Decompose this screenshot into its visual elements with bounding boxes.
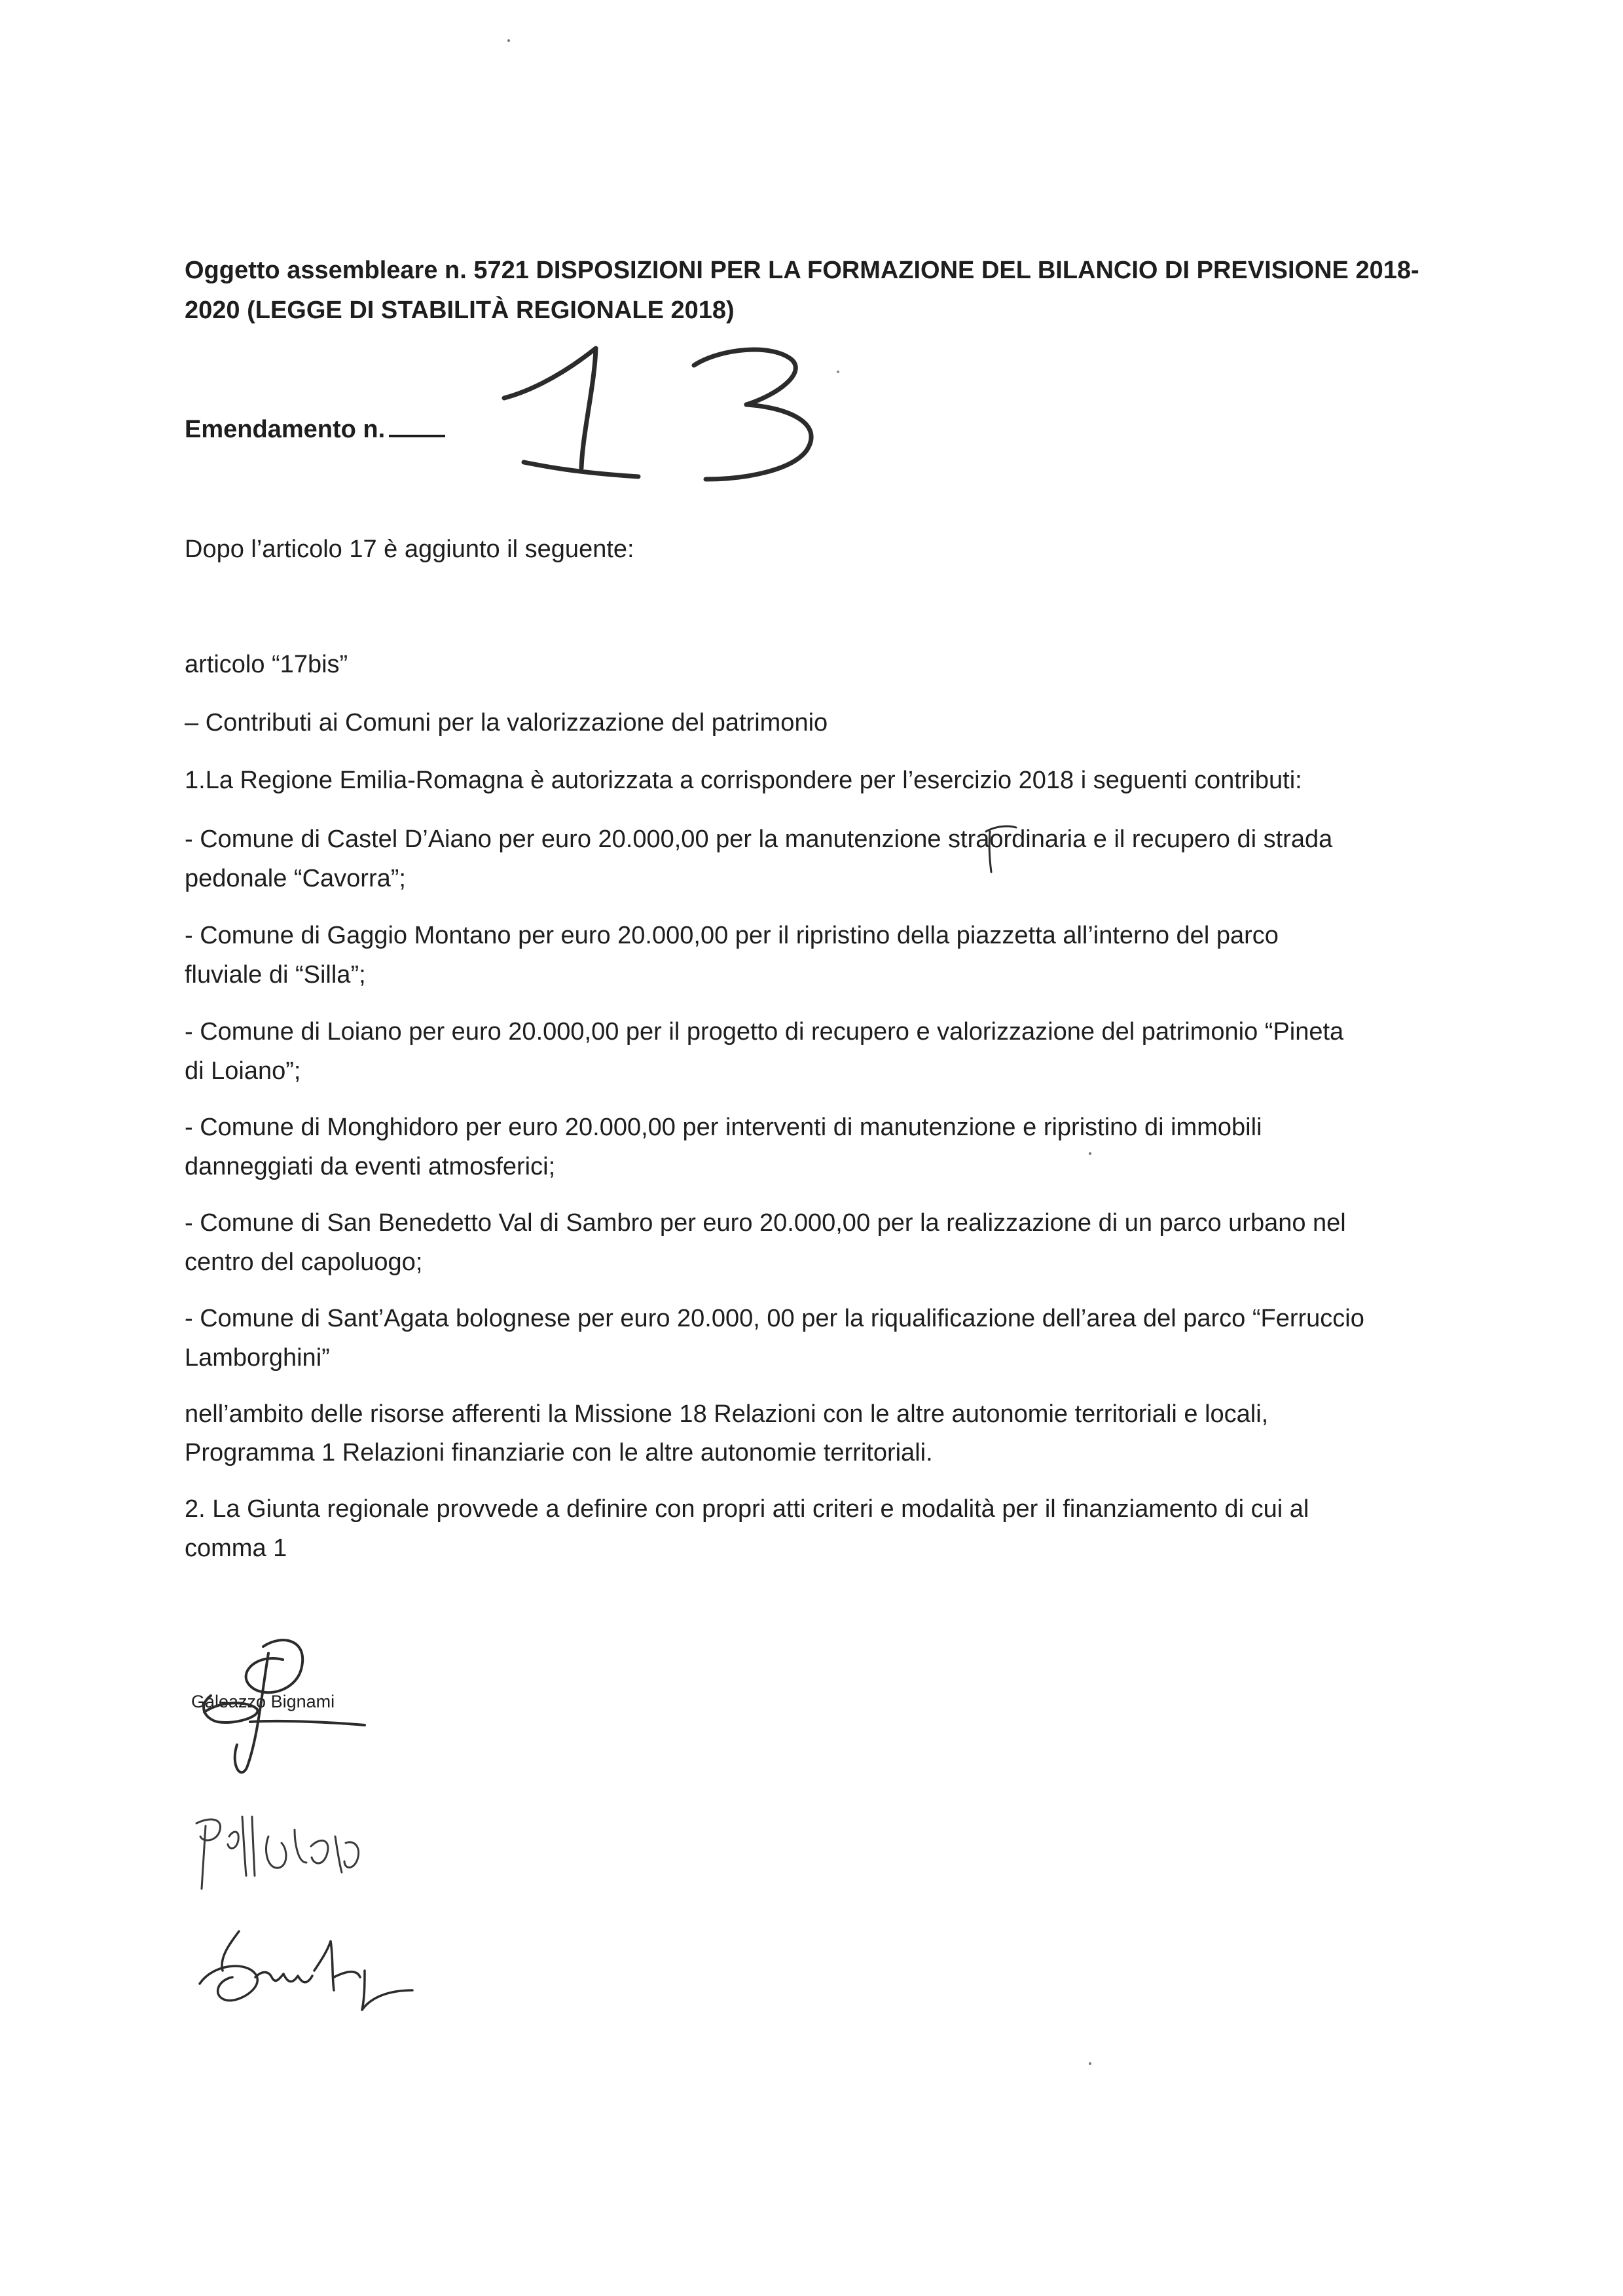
contribution-5-line-2: centro del capoluogo; — [185, 1248, 423, 1276]
signature-2 — [190, 1810, 386, 1902]
paragraph-1: 1.La Regione Emilia-Romagna è autorizzata a corrispondere per l’esercizio 2018 i seguenti contributi: — [185, 767, 1302, 794]
subject-line-2: 2020 (LEGGE DI STABILITÀ REGIONALE 2018) — [185, 297, 735, 324]
contribution-2-line-2: fluviale di “Silla”; — [185, 961, 366, 989]
article-heading: – Contributi ai Comuni per la valorizzazione del patrimonio — [185, 709, 828, 737]
signature-printed-name: Galeazzo Bignami — [191, 1692, 335, 1711]
contribution-4-line-1: - Comune di Monghidoro per euro 20.000,00 per interventi di manutenzione e ripristino di immobili — [185, 1114, 1262, 1141]
signature-3 — [193, 1925, 416, 2023]
intro-line: Dopo l’articolo 17 è aggiunto il seguente: — [185, 536, 634, 563]
contribution-5-line-1: - Comune di San Benedetto Val di Sambro per euro 20.000,00 per la realizzazione di un parco urbano nel — [185, 1209, 1346, 1237]
resources-line-1: nell’ambito delle risorse afferenti la Missione 18 Relazioni con le altre autonomie territoriali e locali, — [185, 1400, 1269, 1428]
resources-line-2: Programma 1 Relazioni finanziarie con le altre autonomie territoriali. — [185, 1439, 933, 1467]
scan-speck — [1089, 1152, 1091, 1155]
contribution-1-line-2: pedonale “Cavorra”; — [185, 865, 406, 892]
handwritten-correction-mark — [982, 822, 1021, 875]
contribution-3-line-1: - Comune di Loiano per euro 20.000,00 per il progetto di recupero e valorizzazione del patrimonio “Pineta — [185, 1018, 1344, 1046]
amendment-number-blank — [389, 415, 445, 437]
contribution-4-line-2: danneggiati da eventi atmosferici; — [185, 1153, 556, 1180]
scan-speck — [1089, 2062, 1091, 2065]
contribution-1-line-1: - Comune di Castel D’Aiano per euro 20.000,00 per la manutenzione straordinaria e il recupero di strada — [185, 826, 1333, 853]
paragraph-2-line-2: comma 1 — [185, 1535, 287, 1562]
contribution-3-line-2: di Loiano”; — [185, 1057, 301, 1085]
handwritten-amendment-number — [498, 334, 838, 491]
signature-1-flourish — [185, 1633, 381, 1784]
contribution-6-line-1: - Comune di Sant’Agata bolognese per euro 20.000, 00 per la riqualificazione dell’area del parco “Ferruccio — [185, 1305, 1364, 1332]
article-title: articolo “17bis” — [185, 651, 348, 678]
paragraph-2-line-1: 2. La Giunta regionale provvede a definire con propri atti criteri e modalità per il finanziamento di cui al — [185, 1495, 1309, 1523]
subject-line-1: Oggetto assembleare n. 5721 DISPOSIZIONI PER LA FORMAZIONE DEL BILANCIO DI PREVISIONE 2018- — [185, 257, 1419, 284]
contribution-2-line-1: - Comune di Gaggio Montano per euro 20.000,00 per il ripristino della piazzetta all’interno del parco — [185, 922, 1279, 949]
amendment-label: Emendamento n. — [185, 416, 386, 443]
contribution-6-line-2: Lamborghini” — [185, 1344, 330, 1372]
scan-speck — [507, 39, 510, 42]
